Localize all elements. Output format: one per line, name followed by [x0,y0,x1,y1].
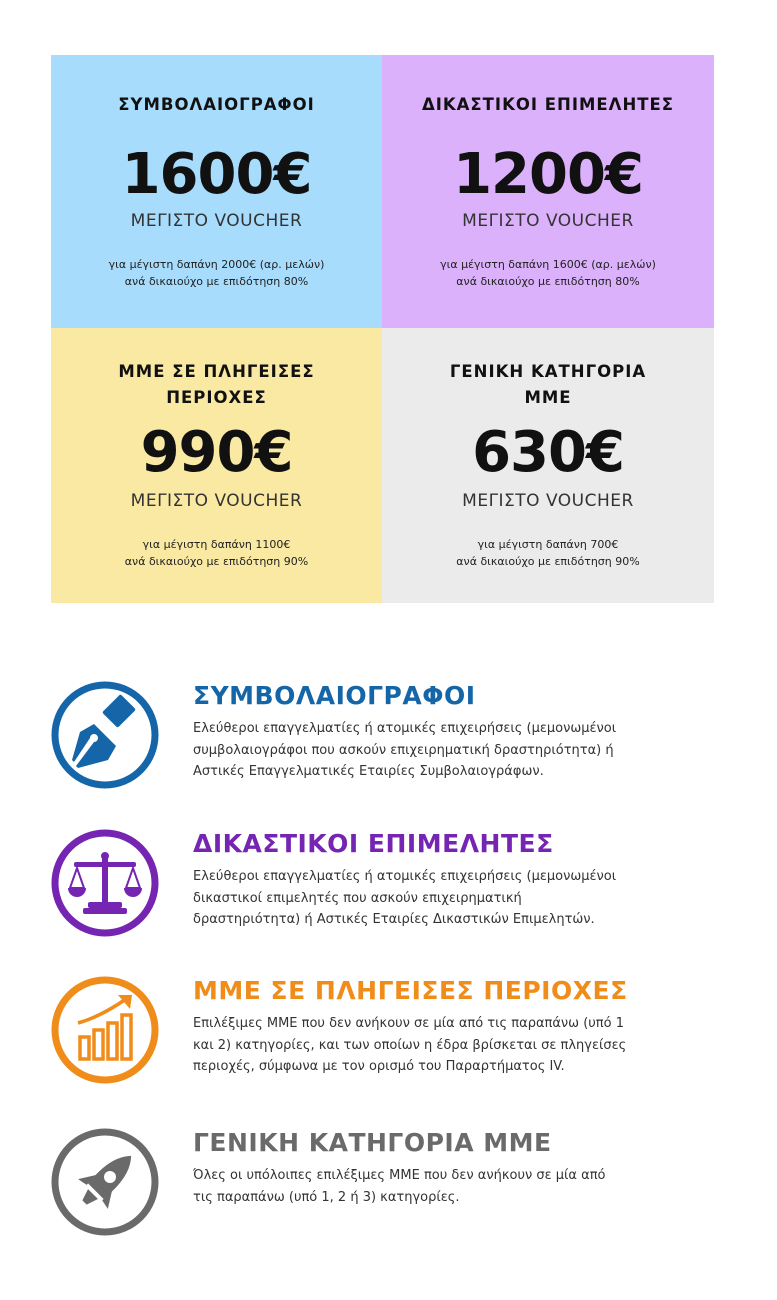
fountain-pen-icon [50,680,160,790]
category-description: Επιλέξιμες ΜΜΕ που δεν ανήκουν σε μία από τις παραπάνω (υπό 1 και 2) κατηγορίες, και των οποίων η έδρα βρίσκεται σε πληγείσες περιοχές, σύμφωνα με τον ορισμό του Παραρτήματος IV. [193,1016,627,1074]
voucher-card-general [382,328,714,603]
category-description: Ελεύθεροι επαγγελματίες ή ατομικές επιχειρήσεις (μεμονωμένοι δικαστικοί επιμελητές που ασκούν επιχειρηματική δραστηριότητα) ή Αστικές Εταιρίες Δικαστικών Επιμελητών. [193,869,617,927]
category-description: Όλες οι υπόλοιπες επιλέξιμες ΜΜΕ που δεν ανήκουν σε μία από τις παραπάνω (υπό 1, 2 ή 3) κατηγορίες. [193,1168,606,1205]
voucher-grid [51,55,714,603]
category-heading: ΓΕΝΙΚΗ ΚΑΤΗΓΟΡΙΑ ΜΜΕ [193,1128,552,1157]
rocket-icon [50,1127,160,1237]
card-price: 1600€ [121,142,312,207]
category-heading: ΜΜΕ ΣΕ ΠΛΗΓΕΙΣΕΣ ΠΕΡΙΟΧΕΣ [193,976,628,1005]
category-description: Ελεύθεροι επαγγελματίες ή ατομικές επιχειρήσεις (μεμονωμένοι συμβολαιογράφοι που ασκούν επιχειρηματική δραστηριότητα) ή Αστικές Επαγγελματικές Εταιρίες Συμβολαιογράφων. [193,721,617,779]
category-heading: ΣΥΜΒΟΛΑΙΟΓΡΑΦΟΙ [193,681,476,710]
growth-chart-icon [50,975,160,1085]
card-note: για μέγιστη δαπάνη 1600€ (αρ. μελών) ανά δικαιούχο με επιδότηση 80% [440,258,656,288]
card-title: ΓΕΝΙΚΗ ΚΑΤΗΓΟΡΙΑ ΜΜΕ [449,362,647,407]
card-price: 1200€ [453,142,643,207]
voucher-card-notaries [51,55,382,328]
card-title: ΔΙΚΑΣΤΙΚΟΙ ΕΠΙΜΕΛΗΤΕΣ [421,95,675,114]
card-title: ΣΥΜΒΟΛΑΙΟΓΡΑΦΟΙ [118,95,315,114]
card-price: 990€ [140,420,293,485]
card-subtitle: ΜΕΓΙΣΤΟ VOUCHER [130,211,303,231]
card-subtitle: ΜΕΓΙΣΤΟ VOUCHER [130,491,303,511]
card-subtitle: ΜΕΓΙΣΤΟ VOUCHER [462,211,634,231]
card-note: για μέγιστη δαπάνη 700€ ανά δικαιούχο με επιδότηση 90% [456,538,640,568]
voucher-card-affected-areas [51,328,382,603]
card-note: για μέγιστη δαπάνη 1100€ ανά δικαιούχο με επιδότηση 90% [124,538,309,568]
scales-icon [50,828,160,938]
card-title: ΜΜΕ ΣΕ ΠΛΗΓΕΙΣΕΣ ΠΕΡΙΟΧΕΣ [118,362,315,407]
category-heading: ΔΙΚΑΣΤΙΚΟΙ ΕΠΙΜΕΛΗΤΕΣ [193,829,554,858]
voucher-card-bailiffs [382,55,714,328]
card-subtitle: ΜΕΓΙΣΤΟ VOUCHER [462,491,634,511]
card-price: 630€ [472,420,624,485]
card-note: για μέγιστη δαπάνη 2000€ (αρ. μελών) ανά δικαιούχο με επιδότηση 80% [108,258,325,288]
